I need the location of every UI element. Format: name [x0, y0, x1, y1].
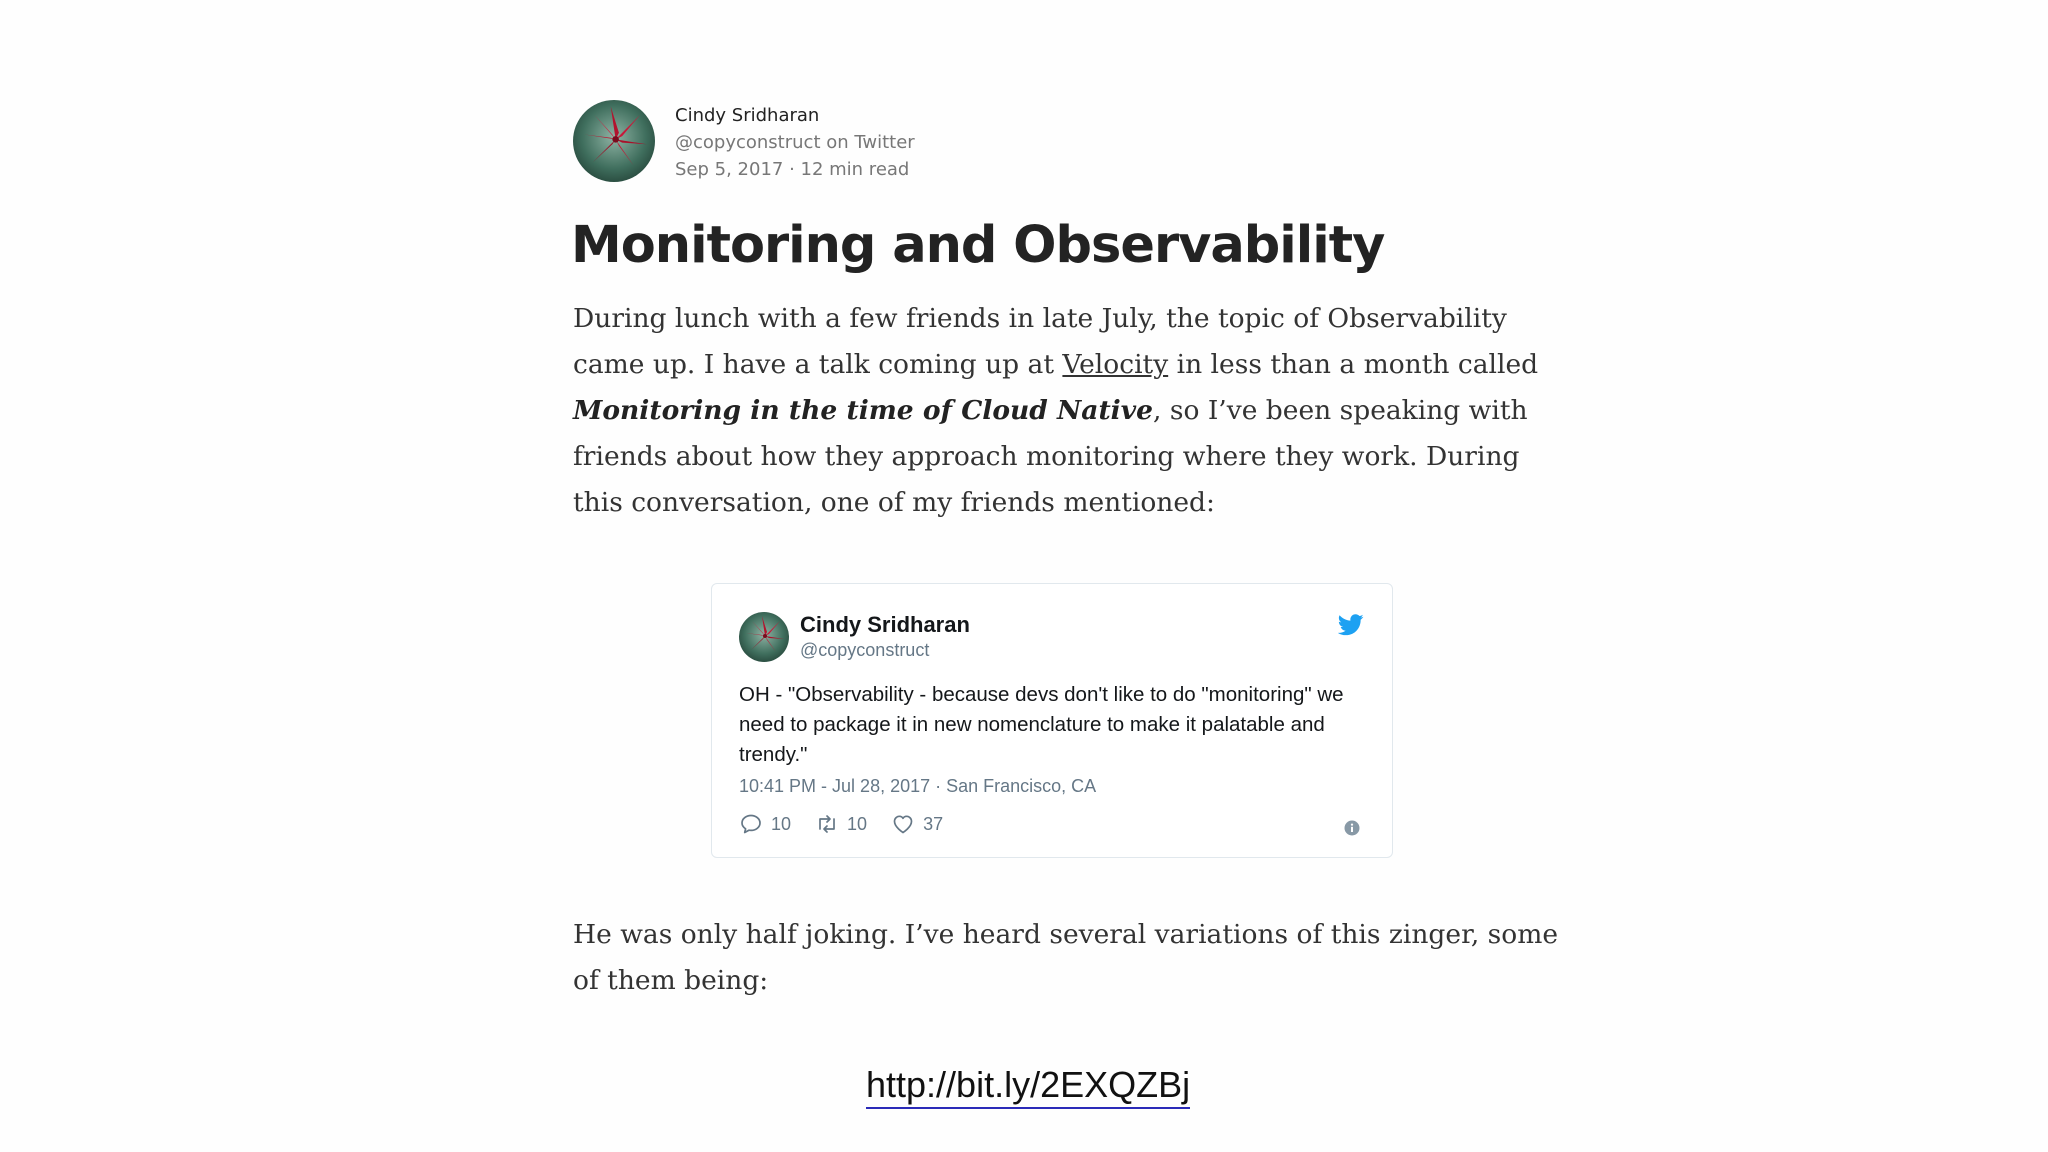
article-paragraph-1 [573, 296, 1563, 526]
author-meta [675, 100, 915, 183]
author-handle[interactable]: @copyconstruct on Twitter [675, 132, 915, 153]
heart-icon [891, 812, 915, 836]
info-icon[interactable] [1344, 820, 1360, 836]
reply-button[interactable] [739, 812, 791, 836]
tweet-author-name[interactable]: Cindy Sridharan [800, 612, 970, 637]
talk-title-emphasis: Monitoring in the time of Cloud Native [573, 395, 1154, 426]
author-avatar[interactable] [573, 100, 655, 182]
paragraph-text: in less than a month called [1168, 349, 1539, 380]
publish-date: Sep 5, 2017 · 12 min read [675, 159, 910, 180]
speech-bubble-icon [739, 812, 763, 836]
leaf-avatar-image [573, 100, 655, 182]
paragraph-text: , so I’ve been speaking with friends about how they approach monitoring where they work. During this conversation, one of my friends mentioned: [573, 395, 1528, 518]
article-paragraph-2: He was only half joking. I’ve heard several variations of this zinger, some of them being: [573, 919, 1559, 996]
retweet-count: 10 [847, 813, 868, 834]
twitter-bird-icon[interactable] [1338, 614, 1364, 636]
tweet-actions [739, 812, 967, 836]
like-count: 37 [923, 813, 944, 834]
short-url-link[interactable]: http://bit.ly/2EXQZBj [866, 1063, 1190, 1109]
paragraph-text: During lunch with a few friends in late July, the topic of Observability came up. I have a talk coming up at [573, 303, 1507, 380]
embedded-tweet[interactable] [711, 583, 1393, 858]
retweet-button[interactable] [815, 812, 867, 836]
tweet-timestamp[interactable]: 10:41 PM - Jul 28, 2017 · San Francisco, CA [739, 776, 1097, 796]
tweet-author-handle[interactable]: @copyconstruct [800, 640, 930, 660]
leaf-avatar-image [739, 612, 789, 662]
retweet-arrows-icon [815, 812, 839, 836]
reply-count: 10 [771, 813, 792, 834]
article-title: Monitoring and Observability [571, 216, 1385, 275]
tweet-avatar[interactable] [739, 612, 789, 662]
like-button[interactable] [891, 812, 943, 836]
author-header [573, 100, 915, 183]
author-name[interactable]: Cindy Sridharan [675, 105, 820, 126]
tweet-text: OH - "Observability - because devs don't like to do "monitoring" we need to package it in new nomenclature to make it palatable and trendy." [739, 683, 1344, 766]
velocity-link[interactable]: Velocity [1062, 349, 1169, 380]
